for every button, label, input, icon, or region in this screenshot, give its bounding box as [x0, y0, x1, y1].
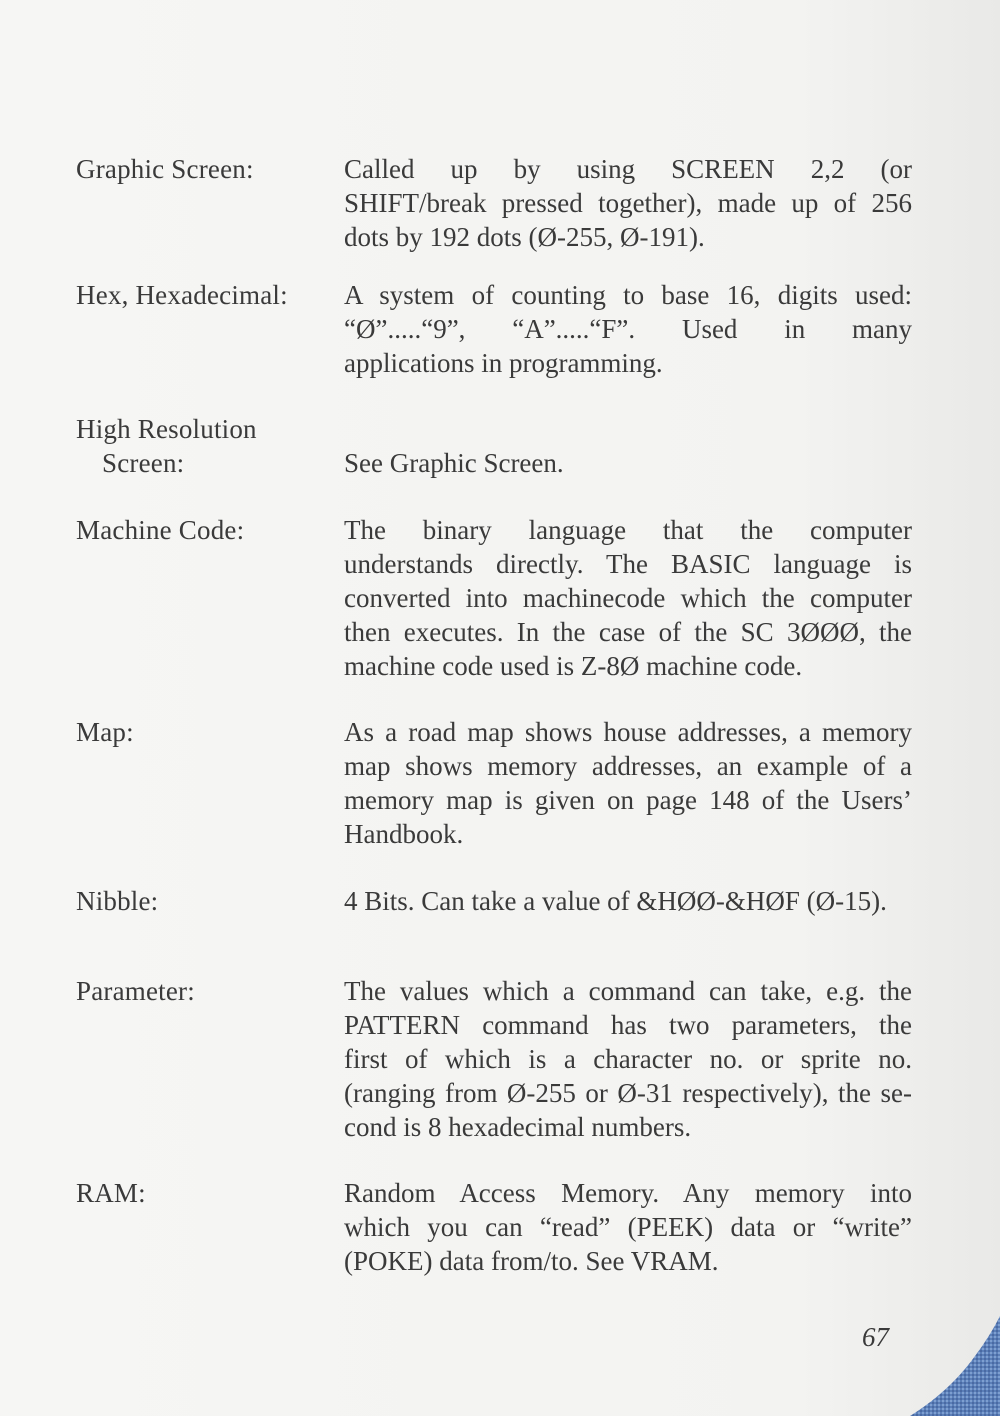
glossary-term-high-resolution-screen	[76, 412, 326, 480]
definition-line: applications in programming.	[344, 348, 663, 378]
definition-line: Random Access Memory. Any memory into	[344, 1178, 912, 1208]
glossary-term-nibble	[76, 884, 326, 918]
glossary-definition-parameter	[344, 974, 912, 1144]
term-text: Machine Code:	[76, 515, 245, 545]
definition-line: A system of counting to base 16, digits used:	[344, 280, 912, 310]
term-text: RAM:	[76, 1178, 146, 1208]
term-text: Parameter:	[76, 976, 195, 1006]
glossary-definition-ram	[344, 1176, 912, 1278]
glossary-term-hex	[76, 278, 326, 312]
definition-line: The values which a command can take, e.g. the	[344, 976, 912, 1006]
definition-line: (POKE) data from/to. See VRAM.	[344, 1246, 719, 1276]
definition-line: Called up by using SCREEN 2,2 (or	[344, 154, 912, 184]
definition-line: Handbook.	[344, 819, 464, 849]
glossary-term-parameter	[76, 974, 326, 1008]
definition-line: then executes. In the case of the SC 3ØØØ, the	[344, 617, 912, 647]
definition-line: memory map is given on page 148 of the Users’	[344, 785, 912, 815]
definition-line: See Graphic Screen.	[344, 448, 564, 478]
definition-line: which you can “read” (PEEK) data or “write”	[344, 1212, 912, 1242]
page-number: 67	[862, 1322, 889, 1352]
glossary-definition-machine-code	[344, 513, 912, 683]
definition-line: (ranging from Ø-255 or Ø-31 respectively), the se-	[344, 1078, 912, 1108]
glossary-term-machine-code	[76, 513, 326, 547]
glossary-definition-hex	[344, 278, 912, 380]
definition-line: 4 Bits. Can take a value of &HØØ-&HØF (Ø-15).	[344, 886, 887, 916]
term-text: Nibble:	[76, 886, 159, 916]
definition-line: SHIFT/break pressed together), made up of 256	[344, 188, 912, 218]
glossary-term-map	[76, 715, 326, 749]
definition-line: cond is 8 hexadecimal numbers.	[344, 1112, 692, 1142]
glossary-definition-high-resolution-screen	[344, 446, 912, 480]
glossary-term-ram	[76, 1176, 326, 1210]
definition-line: “Ø”.....“9”, “A”.....“F”. Used in many	[344, 314, 912, 344]
glossary-definition-map	[344, 715, 912, 851]
definition-line: first of which is a character no. or sprite no.	[344, 1044, 912, 1074]
corner-background-cloth	[890, 1296, 1000, 1416]
glossary-term-graphic-screen	[76, 152, 326, 186]
term-text: Screen:	[102, 448, 185, 478]
glossary-definition-nibble	[344, 884, 912, 918]
definition-line: converted into machinecode which the computer	[344, 583, 912, 613]
definition-line: dots by 192 dots (Ø-255, Ø-191).	[344, 222, 705, 252]
definition-line: understands directly. The BASIC language is	[344, 549, 912, 579]
definition-line: map shows memory addresses, an example of a	[344, 751, 912, 781]
term-text: High Resolution	[76, 414, 257, 444]
definition-line: machine code used is Z-8Ø machine code.	[344, 651, 803, 681]
definition-line: PATTERN command has two parameters, the	[344, 1010, 912, 1040]
term-text: Hex, Hexadecimal:	[76, 280, 288, 310]
glossary-definition-graphic-screen	[344, 152, 912, 254]
definition-line: The binary language that the computer	[344, 515, 912, 545]
term-text: Graphic Screen:	[76, 154, 254, 184]
term-text: Map:	[76, 717, 134, 747]
definition-line: As a road map shows house addresses, a memory	[344, 717, 912, 747]
